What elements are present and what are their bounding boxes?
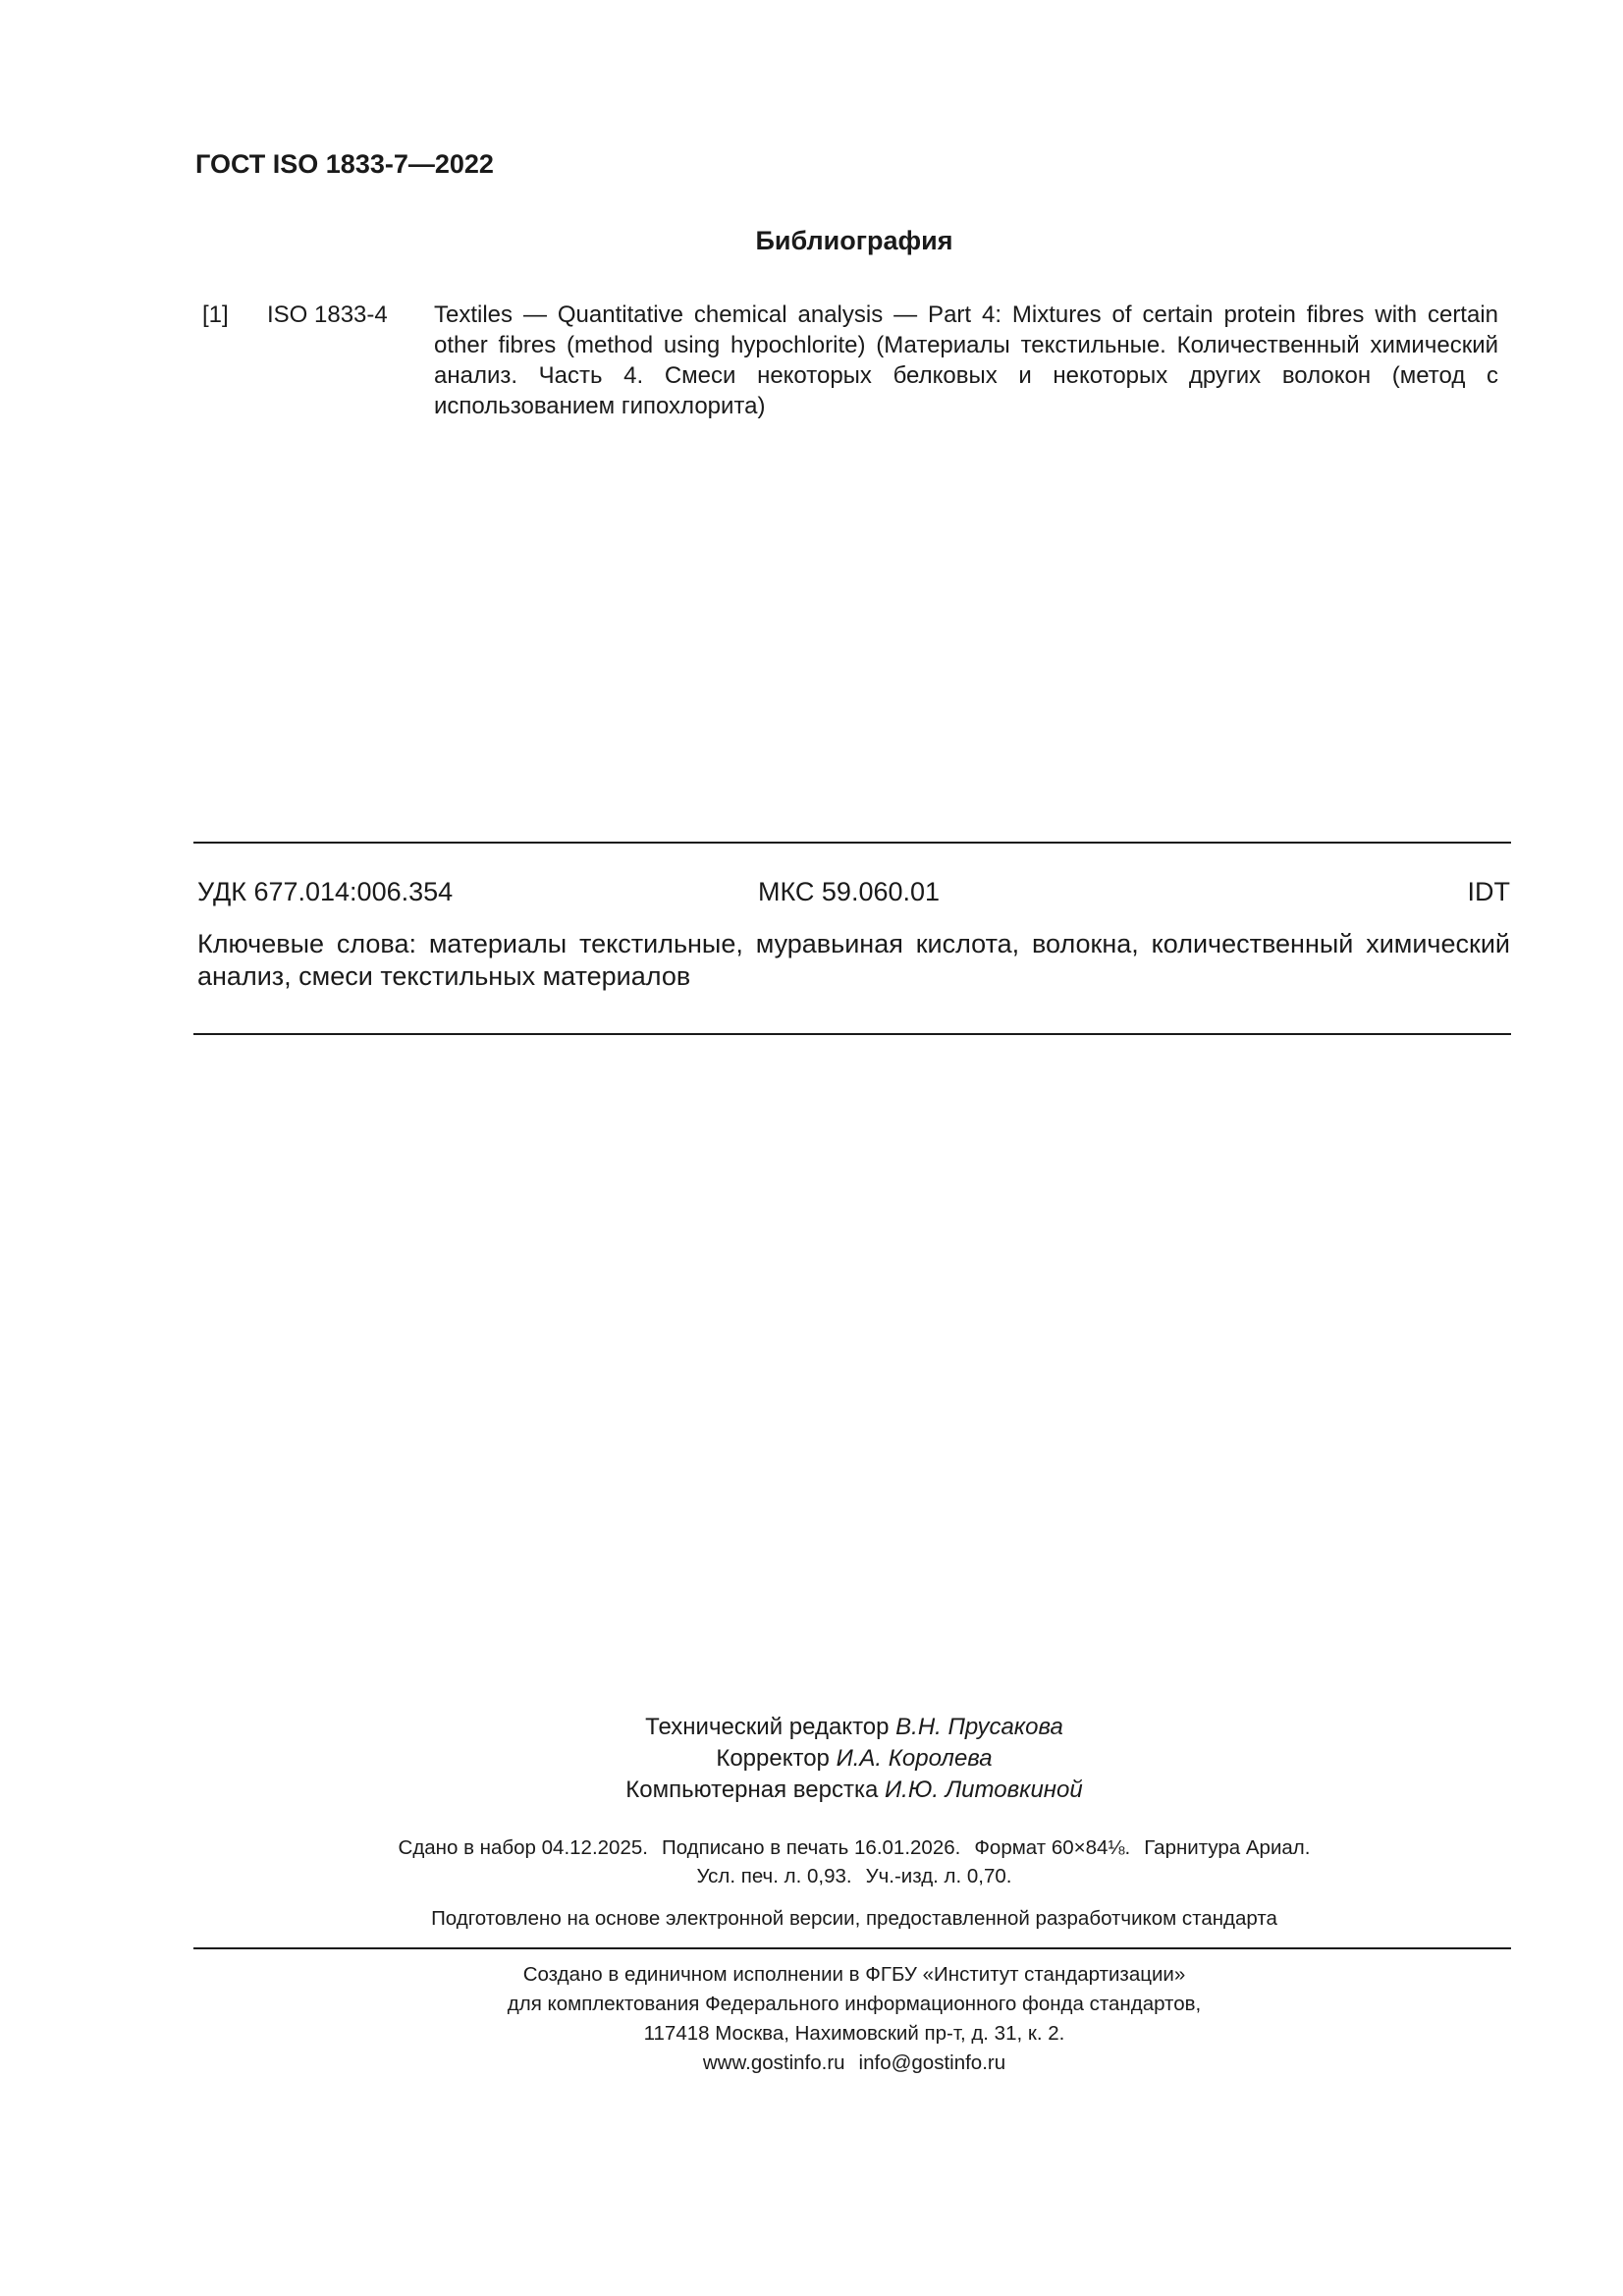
editorial-credits bbox=[0, 1712, 1623, 1806]
document-code: ГОСТ ISO 1833-7—2022 bbox=[195, 149, 494, 179]
mks-code: МКС 59.060.01 bbox=[758, 877, 941, 906]
reference-number: [1] bbox=[202, 301, 229, 328]
tech-editor-name: В.Н. Прусакова bbox=[895, 1714, 1063, 1740]
email-link[interactable]: info@gostinfo.ru bbox=[858, 2051, 1006, 2074]
corrector-line bbox=[0, 1743, 1623, 1775]
print-info bbox=[0, 1833, 1623, 1890]
tech-editor-label: Технический редактор bbox=[645, 1714, 890, 1740]
publication-sheets: Уч.-изд. л. 0,70. bbox=[865, 1865, 1012, 1887]
divider-bottom bbox=[193, 1947, 1511, 1949]
reference-code: ISO 1833-4 bbox=[267, 301, 388, 328]
layout-name: И.Ю. Литовкиной bbox=[885, 1777, 1083, 1803]
sent-date: Сдано в набор 04.12.2025. bbox=[398, 1836, 648, 1859]
print-info-line-1 bbox=[0, 1833, 1623, 1862]
website-link[interactable]: www.gostinfo.ru bbox=[702, 2051, 845, 2074]
publisher-line-2: для комплектования Федерального информационного фонда стандартов, bbox=[507, 1993, 1202, 2015]
divider-top bbox=[193, 842, 1511, 844]
keywords: Ключевые слова: материалы текстильные, муравьиная кислота, волокна, количественный химический анализ, смеси текстильных материалов bbox=[197, 929, 1510, 991]
paper-format: Формат 60×84⅛. bbox=[974, 1836, 1131, 1859]
divider-middle bbox=[193, 1033, 1511, 1035]
corrector-label: Корректор bbox=[716, 1745, 830, 1772]
publisher-line-1: Создано в единичном исполнении в ФГБУ «Институт стандартизации» bbox=[522, 1963, 1186, 1986]
signed-date: Подписано в печать 16.01.2026. bbox=[661, 1836, 961, 1859]
bibliography-title: Библиография bbox=[755, 226, 953, 255]
equivalence-degree: IDT bbox=[1467, 877, 1510, 906]
udc-code: УДК 677.014:006.354 bbox=[197, 877, 454, 906]
prepared-note: Подготовлено на основе электронной версии, предоставленной разработчиком стандарта bbox=[431, 1907, 1277, 1930]
classification-row bbox=[197, 877, 1510, 910]
publisher-address: 117418 Москва, Нахимовский пр-т, д. 31, к. 2. bbox=[643, 2022, 1065, 2045]
publisher-info bbox=[0, 1960, 1623, 2078]
print-sheets: Усл. печ. л. 0,93. bbox=[696, 1865, 852, 1887]
layout-label: Компьютерная верстка bbox=[625, 1777, 879, 1803]
print-info-line-2 bbox=[0, 1862, 1623, 1890]
typeface: Гарнитура Ариал. bbox=[1144, 1836, 1311, 1859]
tech-editor-line bbox=[0, 1712, 1623, 1743]
corrector-name: И.А. Королева bbox=[836, 1745, 993, 1772]
publisher-contacts bbox=[0, 2049, 1623, 2078]
reference-text: Textiles — Quantitative chemical analysis — Part 4: Mixtures of certain protein fibres with certain other fibres (method using hypochlorite) (Материалы текстильные. Количественный химический анализ. Часть 4. Смеси некоторых белковых и некоторых других волокон (метод с использованием гипохлорита) bbox=[434, 301, 1498, 419]
layout-line bbox=[0, 1775, 1623, 1806]
